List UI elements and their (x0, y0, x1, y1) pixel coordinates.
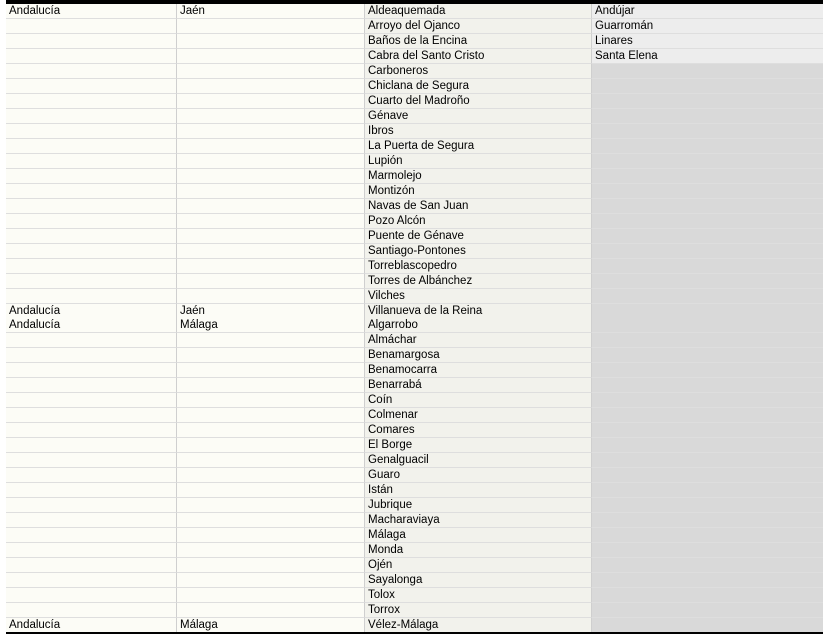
related-municipality-cell[interactable] (592, 124, 823, 139)
region-cell[interactable] (6, 274, 177, 289)
table-row (6, 4, 823, 19)
related-municipality-cell[interactable] (592, 378, 823, 393)
table-row (6, 304, 823, 319)
related-municipality-cell[interactable] (592, 274, 823, 289)
municipality-cell[interactable]: Málaga (365, 528, 592, 543)
province-cell[interactable] (177, 124, 365, 139)
table-row (6, 453, 823, 468)
related-municipality-cell[interactable] (592, 363, 823, 378)
related-municipality-cell[interactable] (592, 468, 823, 483)
province-cell[interactable] (177, 169, 365, 184)
municipality-cell[interactable]: Vilches (365, 289, 592, 304)
table-row (6, 588, 823, 603)
table-row (6, 483, 823, 498)
related-municipality-cell[interactable] (592, 333, 823, 348)
province-cell[interactable] (177, 408, 365, 423)
table-row (6, 498, 823, 513)
region-cell[interactable] (6, 214, 177, 229)
region-cell[interactable]: Andalucía (6, 4, 177, 19)
municipality-cell[interactable]: Monda (365, 543, 592, 558)
region-cell[interactable] (6, 184, 177, 199)
region-cell[interactable] (6, 528, 177, 543)
province-cell[interactable] (177, 333, 365, 348)
municipality-cell[interactable]: Ibros (365, 124, 592, 139)
province-cell[interactable] (177, 543, 365, 558)
region-cell[interactable] (6, 378, 177, 393)
region-cell[interactable] (6, 588, 177, 603)
region-cell[interactable] (6, 348, 177, 363)
municipality-cell[interactable]: Pozo Alcón (365, 214, 592, 229)
province-cell[interactable] (177, 558, 365, 573)
related-municipality-cell[interactable] (592, 513, 823, 528)
province-cell[interactable] (177, 483, 365, 498)
table-row (6, 244, 823, 259)
municipality-cell[interactable]: Almáchar (365, 333, 592, 348)
municipality-cell[interactable]: Cabra del Santo Cristo (365, 49, 592, 64)
province-cell[interactable] (177, 79, 365, 94)
municipality-cell[interactable]: Jubrique (365, 498, 592, 513)
related-municipality-cell[interactable]: Andújar (592, 4, 823, 19)
region-cell[interactable] (6, 438, 177, 453)
municipality-cell[interactable]: Carboneros (365, 64, 592, 79)
table-row (6, 318, 823, 333)
related-municipality-cell[interactable]: Linares (592, 34, 823, 49)
related-municipality-cell[interactable] (592, 289, 823, 304)
table-row (6, 199, 823, 214)
province-cell[interactable] (177, 603, 365, 618)
related-municipality-cell[interactable] (592, 438, 823, 453)
related-municipality-cell[interactable] (592, 259, 823, 274)
region-cell[interactable]: Andalucía (6, 318, 177, 333)
related-municipality-cell[interactable] (592, 169, 823, 184)
province-cell[interactable] (177, 184, 365, 199)
province-cell[interactable] (177, 139, 365, 154)
region-cell[interactable] (6, 139, 177, 154)
related-municipality-cell[interactable] (592, 304, 823, 319)
region-cell[interactable] (6, 124, 177, 139)
province-cell[interactable] (177, 49, 365, 64)
related-municipality-cell[interactable] (592, 393, 823, 408)
municipality-cell[interactable]: El Borge (365, 438, 592, 453)
related-municipality-cell[interactable] (592, 558, 823, 573)
table-row (6, 139, 823, 154)
region-cell[interactable] (6, 423, 177, 438)
municipality-cell[interactable]: Baños de la Encina (365, 34, 592, 49)
municipality-cell[interactable]: Montizón (365, 184, 592, 199)
region-cell[interactable] (6, 229, 177, 244)
table-row (6, 19, 823, 34)
region-cell[interactable] (6, 79, 177, 94)
related-municipality-cell[interactable]: Santa Elena (592, 49, 823, 64)
region-cell[interactable] (6, 363, 177, 378)
province-cell[interactable] (177, 498, 365, 513)
municipality-cell[interactable]: Torrox (365, 603, 592, 618)
table-row (6, 49, 823, 64)
region-cell[interactable] (6, 289, 177, 304)
region-cell[interactable] (6, 393, 177, 408)
municipality-cell[interactable]: Genalguacil (365, 453, 592, 468)
province-cell[interactable] (177, 199, 365, 214)
related-municipality-cell[interactable] (592, 184, 823, 199)
municipality-cell[interactable]: Santiago-Pontones (365, 244, 592, 259)
related-municipality-cell[interactable] (592, 453, 823, 468)
province-cell[interactable] (177, 363, 365, 378)
related-municipality-cell[interactable] (592, 214, 823, 229)
region-cell[interactable] (6, 603, 177, 618)
region-cell[interactable] (6, 498, 177, 513)
table-row (6, 378, 823, 393)
related-municipality-cell[interactable] (592, 423, 823, 438)
table-row (6, 64, 823, 79)
table-row (6, 109, 823, 124)
related-municipality-cell[interactable] (592, 79, 823, 94)
table-row (6, 259, 823, 274)
related-municipality-cell[interactable] (592, 229, 823, 244)
municipality-cell[interactable]: Coín (365, 393, 592, 408)
region-cell[interactable] (6, 543, 177, 558)
table-row (6, 229, 823, 244)
region-cell[interactable] (6, 453, 177, 468)
municipality-cell[interactable]: Puente de Génave (365, 229, 592, 244)
table-row (6, 289, 823, 304)
province-cell[interactable] (177, 573, 365, 588)
table-row (6, 423, 823, 438)
province-cell[interactable] (177, 259, 365, 274)
related-municipality-cell[interactable] (592, 199, 823, 214)
table-row (6, 184, 823, 199)
province-cell[interactable]: Jaén (177, 304, 365, 319)
province-cell[interactable]: Málaga (177, 618, 365, 633)
related-municipality-cell[interactable] (592, 543, 823, 558)
municipality-cell[interactable]: Torres de Albánchez (365, 274, 592, 289)
province-cell[interactable] (177, 423, 365, 438)
related-municipality-cell[interactable] (592, 139, 823, 154)
region-cell[interactable] (6, 483, 177, 498)
province-cell[interactable] (177, 348, 365, 363)
province-cell[interactable] (177, 229, 365, 244)
table-row (6, 528, 823, 543)
table-row (6, 438, 823, 453)
region-cell[interactable] (6, 244, 177, 259)
related-municipality-cell[interactable] (592, 588, 823, 603)
table-row (6, 169, 823, 184)
province-cell[interactable] (177, 109, 365, 124)
province-cell[interactable] (177, 244, 365, 259)
table-row (6, 618, 823, 633)
region-cell[interactable] (6, 408, 177, 423)
municipality-cell[interactable]: Cuarto del Madroño (365, 94, 592, 109)
related-municipality-cell[interactable] (592, 348, 823, 363)
table-row (6, 34, 823, 49)
related-municipality-cell[interactable] (592, 318, 823, 333)
province-cell[interactable]: Málaga (177, 318, 365, 333)
table-row (6, 94, 823, 109)
municipality-cell[interactable]: Guaro (365, 468, 592, 483)
region-cell[interactable] (6, 573, 177, 588)
related-municipality-cell[interactable] (592, 94, 823, 109)
region-cell[interactable] (6, 64, 177, 79)
municipality-cell[interactable]: Istán (365, 483, 592, 498)
table-row (6, 274, 823, 289)
municipality-cell[interactable]: Navas de San Juan (365, 199, 592, 214)
region-cell[interactable] (6, 154, 177, 169)
municipality-cell[interactable]: Comares (365, 423, 592, 438)
municipality-cell[interactable]: Chiclana de Segura (365, 79, 592, 94)
municipality-cell[interactable]: Aldeaquemada (365, 4, 592, 19)
province-cell[interactable] (177, 513, 365, 528)
province-cell[interactable] (177, 19, 365, 34)
municipality-cell[interactable]: Lupión (365, 154, 592, 169)
province-cell[interactable] (177, 274, 365, 289)
table-row (6, 468, 823, 483)
region-cell[interactable] (6, 513, 177, 528)
province-cell[interactable] (177, 64, 365, 79)
province-cell[interactable] (177, 528, 365, 543)
municipality-cell[interactable]: Arroyo del Ojanco (365, 19, 592, 34)
related-municipality-cell[interactable] (592, 498, 823, 513)
table-row (6, 214, 823, 229)
region-cell[interactable]: Andalucía (6, 304, 177, 319)
related-municipality-cell[interactable] (592, 483, 823, 498)
related-municipality-cell[interactable] (592, 408, 823, 423)
region-cell[interactable] (6, 34, 177, 49)
region-cell[interactable] (6, 109, 177, 124)
table-row (6, 393, 823, 408)
region-cell[interactable] (6, 259, 177, 274)
table-row (6, 558, 823, 573)
municipality-cell[interactable]: Génave (365, 109, 592, 124)
province-cell[interactable] (177, 393, 365, 408)
province-cell[interactable] (177, 289, 365, 304)
related-municipality-cell[interactable] (592, 603, 823, 618)
province-cell[interactable] (177, 94, 365, 109)
municipality-cell[interactable]: Algarrobo (365, 318, 592, 333)
related-municipality-cell[interactable] (592, 109, 823, 124)
province-cell[interactable]: Jaén (177, 4, 365, 19)
municipality-cell[interactable]: Macharaviaya (365, 513, 592, 528)
province-cell[interactable] (177, 453, 365, 468)
municipality-cell[interactable]: Marmolejo (365, 169, 592, 184)
municipality-cell[interactable]: Sayalonga (365, 573, 592, 588)
province-cell[interactable] (177, 588, 365, 603)
related-municipality-cell[interactable]: Guarromán (592, 19, 823, 34)
block-separator (6, 632, 823, 634)
table-row (6, 513, 823, 528)
table-row (6, 333, 823, 348)
municipality-cell[interactable]: Tolox (365, 588, 592, 603)
table-row (6, 408, 823, 423)
region-cell[interactable] (6, 169, 177, 184)
municipality-cell[interactable]: Benamargosa (365, 348, 592, 363)
region-cell[interactable] (6, 94, 177, 109)
table-row (6, 543, 823, 558)
municipality-cell[interactable]: Villanueva de la Reina (365, 304, 592, 319)
related-municipality-cell[interactable] (592, 244, 823, 259)
municipality-cell[interactable]: Torreblascopedro (365, 259, 592, 274)
table-row (6, 603, 823, 618)
region-cell[interactable] (6, 468, 177, 483)
region-cell[interactable]: Andalucía (6, 618, 177, 633)
province-cell[interactable] (177, 34, 365, 49)
region-cell[interactable] (6, 333, 177, 348)
table-row (6, 573, 823, 588)
related-municipality-cell[interactable] (592, 573, 823, 588)
municipality-cell[interactable]: Colmenar (365, 408, 592, 423)
table-row (6, 363, 823, 378)
municipality-cell[interactable]: Ojén (365, 558, 592, 573)
province-cell[interactable] (177, 438, 365, 453)
province-cell[interactable] (177, 468, 365, 483)
region-cell[interactable] (6, 199, 177, 214)
province-cell[interactable] (177, 154, 365, 169)
region-cell[interactable] (6, 49, 177, 64)
province-cell[interactable] (177, 378, 365, 393)
municipality-cell[interactable]: Benamocarra (365, 363, 592, 378)
municipality-cell[interactable]: La Puerta de Segura (365, 139, 592, 154)
table-row (6, 124, 823, 139)
related-municipality-cell[interactable] (592, 528, 823, 543)
municipality-cell[interactable]: Benarrabá (365, 378, 592, 393)
province-cell[interactable] (177, 214, 365, 229)
related-municipality-cell[interactable] (592, 64, 823, 79)
related-municipality-cell[interactable] (592, 154, 823, 169)
municipality-cell[interactable]: Vélez-Málaga (365, 618, 592, 633)
region-cell[interactable] (6, 558, 177, 573)
region-cell[interactable] (6, 19, 177, 34)
related-municipality-cell[interactable] (592, 618, 823, 633)
table-row (6, 348, 823, 363)
table-row (6, 79, 823, 94)
table-row (6, 154, 823, 169)
